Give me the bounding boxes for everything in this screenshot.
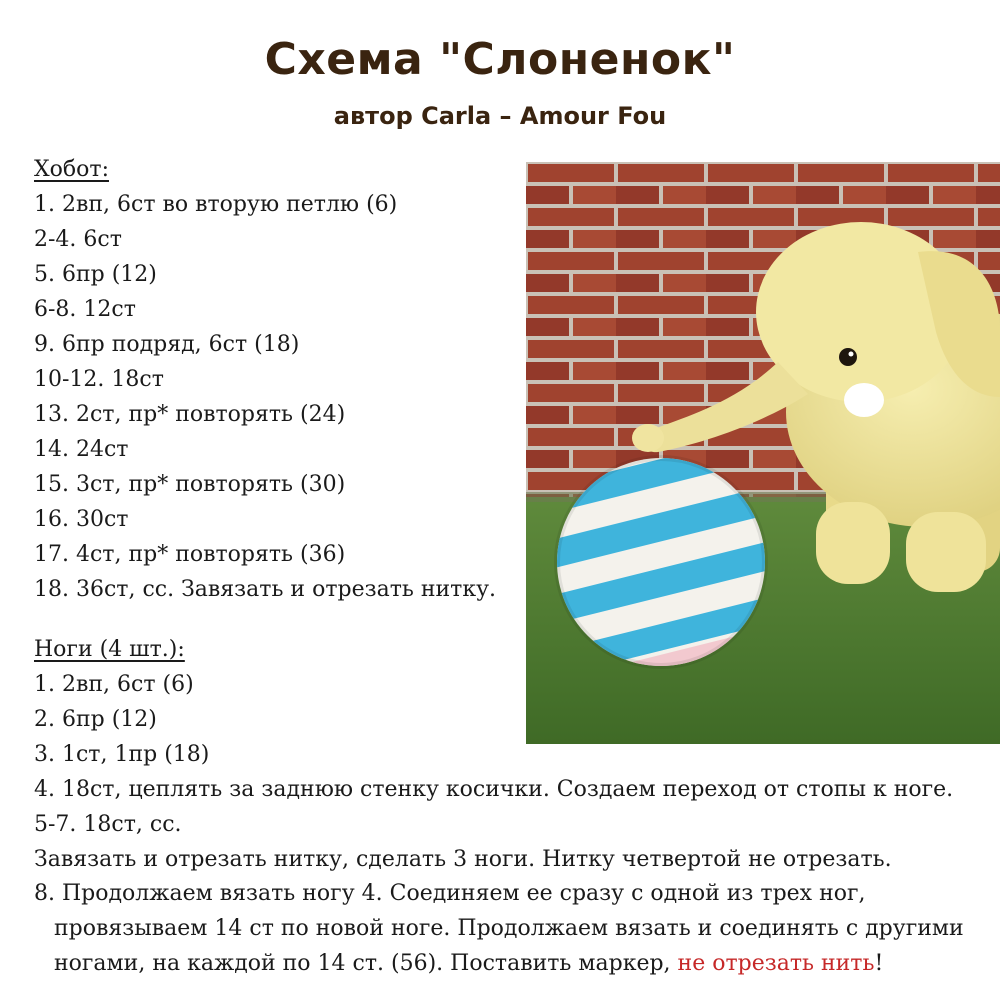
- trunk-row: 2-4. 6ст: [34, 227, 122, 252]
- legs-row: 5-7. 18ст, сс.: [34, 812, 182, 837]
- trunk-row: 14. 24ст: [34, 437, 129, 462]
- trunk-row: 9. 6пр подряд, 6ст (18): [34, 332, 300, 357]
- trunk-row: 17. 4ст, пр* повторять (36): [34, 542, 346, 567]
- step-8-line: 8. Продолжаем вязать ногу 4. Соединяем ее сразу с одной из трех ног,: [34, 881, 866, 906]
- trunk-row: 5. 6пр (12): [34, 262, 157, 287]
- trunk-section: [34, 152, 496, 607]
- trunk-row: 18. 36ст, сс. Завязать и отрезать нитку.: [34, 577, 497, 602]
- trunk-row: 1. 2вп, 6ст во вторую петлю (6): [34, 192, 398, 217]
- legs-row: 3. 1ст, 1пр (18): [34, 742, 210, 767]
- legs-row: 4. 18ст, цеплять за заднюю стенку косички. Создаем переход от стопы к ноге.: [34, 777, 954, 802]
- step-8-line: провязываем 14 ст по новой ноге. Продолжаем вязать и соединять с другими: [54, 916, 964, 941]
- trunk-row: 15. 3ст, пр* повторять (30): [34, 472, 346, 497]
- do-not-cut-warning: не отрезать нить: [677, 951, 875, 976]
- legs-row: 1. 2вп, 6ст (6): [34, 672, 194, 697]
- elephant-photo-illustration: [526, 162, 1000, 744]
- trunk-row: 13. 2ст, пр* повторять (24): [34, 402, 346, 427]
- legs-heading: Ноги (4 шт.):: [34, 637, 185, 662]
- legs-row: 2. 6пр (12): [34, 707, 157, 732]
- legs-step-8: [34, 876, 964, 981]
- page-title: Схема "Слоненок": [264, 34, 736, 85]
- trunk-row: 10-12. 18ст: [34, 367, 164, 392]
- step-8-end: !: [874, 951, 884, 976]
- elephant-photo: [526, 162, 1000, 744]
- page-subtitle: автор Carla – Amour Fou: [333, 102, 667, 130]
- step-8-text: ногами, на каждой по 14 ст. (56). Поставить маркер,: [54, 951, 678, 976]
- legs-row: Завязать и отрезать нитку, сделать 3 ноги. Нитку четвертой не отрезать.: [34, 847, 892, 872]
- trunk-row: 16. 30ст: [34, 507, 129, 532]
- step-8-line: [34, 946, 964, 981]
- trunk-row: 6-8. 12ст: [34, 297, 136, 322]
- trunk-heading: Хобот:: [34, 157, 109, 182]
